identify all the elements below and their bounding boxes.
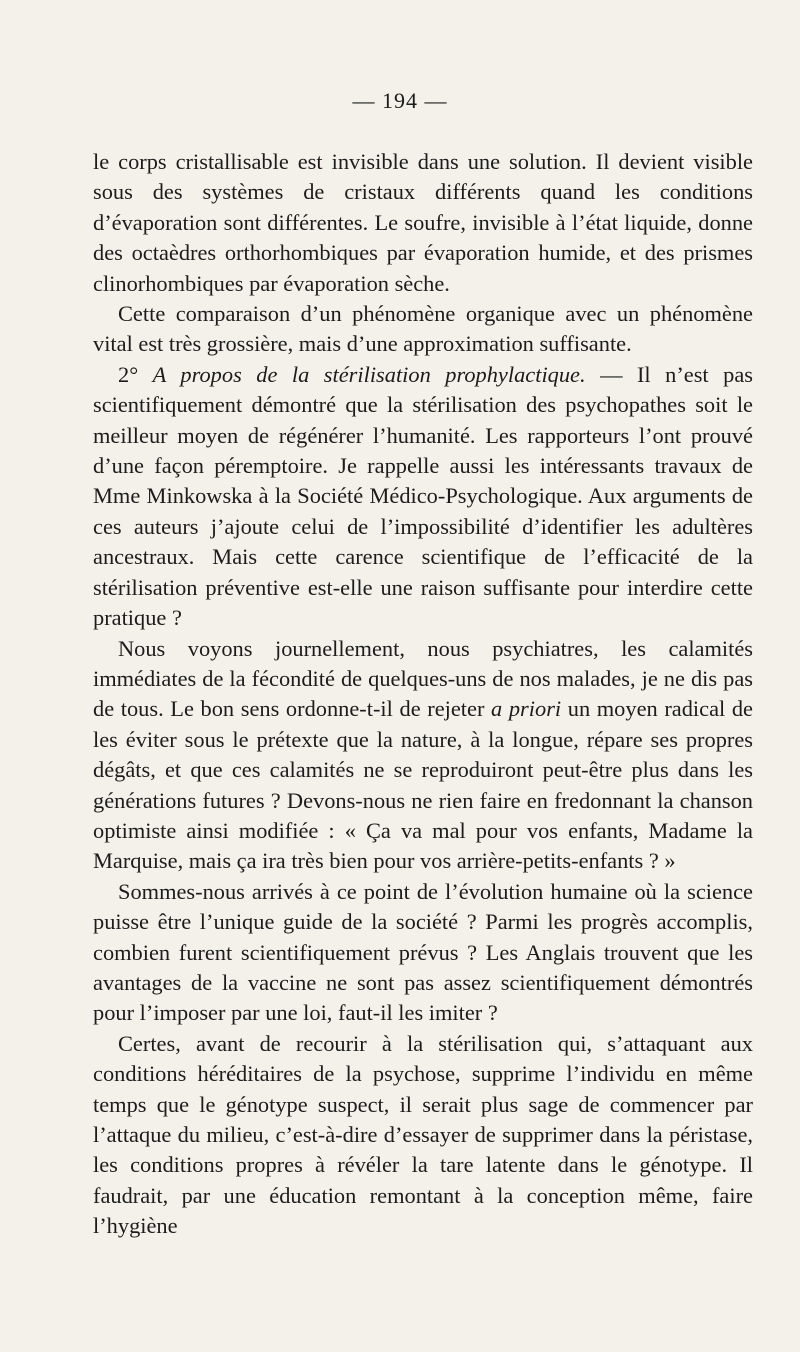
- body-text: [93, 147, 753, 1242]
- section-heading: A propos de la stérilisation prophylactique.: [152, 361, 586, 387]
- paragraph-crystal-continuation: le corps cristallisable est invisible dans une solution. Il devient visible sous des systèmes de cristaux différents quand les conditions d’évaporation sont différentes. Le soufre, invisible à l’état liquide, donne des octaèdres orthorhombiques par évaporation humide, et des prismes clinorhombiques par évaporation sèche.: [93, 149, 753, 296]
- paragraph-evolution: Sommes-nous arrivés à ce point de l’évolution humaine où la science puisse être l’unique guide de la société ? Parmi les progrès accomplis, combien furent scientifiquement prévus ? Les Anglais trouvent que les avantages de la vaccine ne sont pas assez scientifiquement démontrés pour l’imposer par une loi, faut-il les imiter ?: [93, 878, 753, 1026]
- paragraph-certes: Certes, avant de recourir à la stérilisation qui, s’attaquant aux conditions héréditaires de la psychose, supprime l’individu en même temps que le génotype suspect, il serait plus sage de commencer par l’attaque du milieu, c’est-à-dire d’essayer de supprimer dans la péristase, les conditions propres à révéler la tare latente dans le génotype. Il faudrait, par une éducation remontant à la conception même, faire l’hygiène: [93, 1030, 753, 1239]
- paragraph-sterilisation: [93, 360, 753, 634]
- paragraph-comparison: Cette comparaison d’un phénomène organique avec un phénomène vital est très grossière, mais d’une approximation suffisante.: [93, 301, 753, 357]
- paragraph-calamities-text-after: un moyen radical de les éviter sous le prétexte que la nature, à la longue, répare ses propres dégâts, et que ces calamités ne se reproduiront peut-être plus dans les générations futures ? Devons-nous ne rien faire en fredonnant la chanson optimiste ainsi modifiée : « Ça va mal pour vos enfants, Madame la Marquise, mais ça ira très bien pour vos arrière-petits-enfants ? »: [93, 696, 753, 874]
- paragraph-sterilisation-text: — Il n’est pas scientifiquement démontré que la stérilisation des psychopathes soit le meilleur moyen de régénérer l’humanité. Les rapporteurs l’ont prouvé d’une façon péremptoire. Je rappelle aussi les intéressants travaux de Mme Minkowska à la Société Médico-Psychologique. Aux arguments de ces auteurs j’ajoute celui de l’impossibilité d’identifier les adultères ancestraux. Mais cette carence scientifique de l’efficacité de la stérilisation préventive est-elle une raison suffisante pour interdire cette pratique ?: [93, 361, 753, 631]
- paragraph-calamities-text-before: Nous voyons journellement, nous psychiatres, les calamités immédiates de la fécondité de quelques-uns de nos malades, je ne dis pas de tous. Le bon sens ordonne-t-il de rejeter: [93, 635, 753, 722]
- italic-a-priori: a priori: [491, 696, 562, 722]
- paragraph-calamities: [93, 634, 753, 877]
- page-number: — 194 —: [352, 88, 448, 113]
- section-number: 2°: [118, 361, 153, 387]
